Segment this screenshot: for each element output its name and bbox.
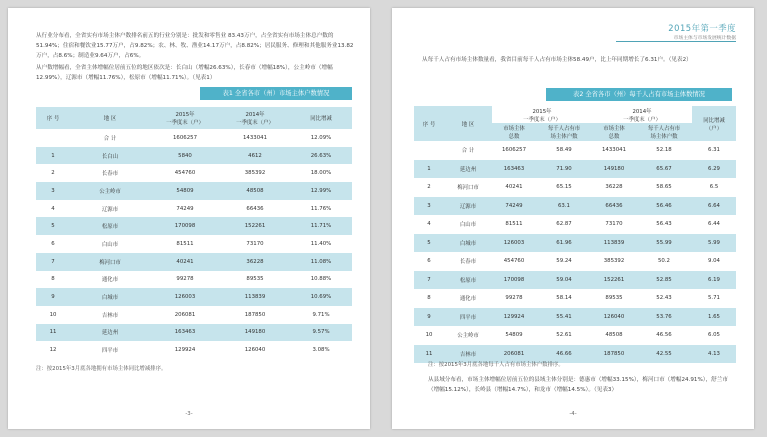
table-cell: 48508 bbox=[220, 182, 290, 200]
table-row bbox=[36, 271, 352, 289]
table-cell: 10.88% bbox=[310, 276, 332, 283]
table-cell: 6.44 bbox=[707, 221, 720, 228]
table-cell: 3.08% bbox=[312, 347, 330, 354]
table-cell: 松原市 bbox=[444, 271, 492, 290]
growth-paragraph: 从户数增幅看，全省主体增幅位居前五位的地区依次是：长白山（增幅26.63%），长春市（增幅18%），公主岭市（增幅12.99%），辽源市（增幅11.76%），松原市（增幅11.71%）。（见表1） bbox=[36, 65, 333, 81]
table-cell: 99278 bbox=[505, 295, 523, 302]
table-cell bbox=[36, 129, 70, 147]
table1-header-row bbox=[36, 107, 352, 129]
table-row bbox=[414, 160, 736, 179]
table-cell: 10 bbox=[49, 311, 57, 318]
table-cell: 74249 bbox=[176, 205, 194, 212]
table-cell: 50.2 bbox=[657, 258, 670, 265]
table-cell: 54809 bbox=[505, 332, 523, 339]
table-cell: 1433041 bbox=[601, 147, 626, 154]
table-cell: 65.15 bbox=[556, 184, 572, 191]
table-row bbox=[36, 324, 352, 342]
table-row bbox=[36, 253, 352, 271]
table-cell: 170098 bbox=[492, 271, 536, 290]
table-cell: 46.56 bbox=[656, 332, 672, 339]
table-cell: 2 bbox=[427, 184, 431, 191]
table-cell: 长白山 bbox=[70, 147, 150, 165]
table-cell: 10 bbox=[425, 332, 433, 339]
table-cell: 7 bbox=[414, 271, 444, 290]
table-cell: 通化市 bbox=[101, 277, 119, 284]
table-cell: 12 bbox=[49, 347, 57, 354]
table-cell: 11 bbox=[36, 324, 70, 342]
table-row bbox=[36, 129, 352, 147]
table-cell: 42.55 bbox=[636, 345, 692, 364]
table-row bbox=[36, 182, 352, 200]
table2-group-header: 2014年 一季度末（户） bbox=[592, 106, 692, 123]
table-cell: 11 bbox=[414, 345, 444, 364]
table-cell: 58.14 bbox=[556, 295, 572, 302]
table-cell: 89535 bbox=[246, 276, 264, 283]
table-cell: 延边州 bbox=[444, 160, 492, 179]
table-cell: 9 bbox=[414, 308, 444, 327]
table-cell: 5 bbox=[36, 217, 70, 235]
table-cell: 126003 bbox=[492, 234, 536, 253]
table-cell: 5 bbox=[414, 234, 444, 253]
table-cell: 长春市 bbox=[459, 259, 477, 266]
table-cell: 18.00% bbox=[310, 170, 332, 177]
table-row bbox=[36, 288, 352, 306]
table-cell: 合 计 bbox=[461, 148, 475, 155]
table-cell: 152261 bbox=[592, 271, 636, 290]
table2-header: 每千人占有市 场主体户数 bbox=[536, 123, 592, 141]
table-row bbox=[36, 217, 352, 235]
table-cell: 59.04 bbox=[536, 271, 592, 290]
table-cell: 合 计 bbox=[103, 135, 117, 142]
table-cell: 206081 bbox=[174, 311, 196, 318]
table-row bbox=[414, 252, 736, 271]
table-cell: 55.41 bbox=[536, 308, 592, 327]
table-cell: 81511 bbox=[505, 221, 523, 228]
table-cell: 65.67 bbox=[636, 160, 692, 179]
table-cell: 6.05 bbox=[707, 332, 720, 339]
table-cell: 52.18 bbox=[656, 147, 672, 154]
table-cell: 6.64 bbox=[692, 197, 736, 216]
table-row bbox=[36, 200, 352, 218]
report-subtitle: 市场主体与市场发展统计数据 bbox=[673, 36, 736, 41]
table-cell: 206081 bbox=[492, 345, 536, 364]
table-cell: 152261 bbox=[220, 217, 290, 235]
table-cell: 2 bbox=[51, 170, 55, 177]
county-paragraph: 从县域分布看，市场主体增幅位居前五位的县域主体分别是：德惠市（增幅33.15%），梅河口市（增幅24.91%），舒兰市（增幅15.12%），长岭县（增幅14.7%），和龙市（增幅14.5%）。（见表3） bbox=[428, 377, 728, 393]
table-cell: 36228 bbox=[220, 253, 290, 271]
table-cell: 11.76% bbox=[310, 205, 332, 212]
table-cell: 454760 bbox=[174, 170, 196, 177]
table-row bbox=[414, 289, 736, 308]
table-cell: 3 bbox=[414, 197, 444, 216]
table-cell: 59.24 bbox=[556, 258, 572, 265]
table2-group-header: 2015年 一季度末（户） bbox=[492, 106, 592, 123]
table-cell: 58.65 bbox=[656, 184, 672, 191]
table-cell: 126040 bbox=[244, 347, 266, 354]
table-cell: 113839 bbox=[592, 234, 636, 253]
table1-footnote: 注：按2015年3月底各地拥有市场主体同比增减排序。 bbox=[36, 366, 167, 372]
table-row bbox=[414, 215, 736, 234]
table-cell: 62.87 bbox=[556, 221, 572, 228]
table-cell: 63.1 bbox=[536, 197, 592, 216]
table2-header: 每千人占有市 场主体户数 bbox=[636, 123, 692, 141]
table-cell: 113839 bbox=[220, 288, 290, 306]
table2-header: 地 区 bbox=[444, 106, 492, 141]
table-cell: 7 bbox=[36, 253, 70, 271]
table-cell: 4 bbox=[51, 205, 55, 212]
table-cell: 99278 bbox=[176, 276, 194, 283]
table-cell: 3 bbox=[36, 182, 70, 200]
table2-title: 表2 全省各市（州）每千人占有市场主体数情况 bbox=[546, 88, 732, 101]
table-cell: 129924 bbox=[174, 347, 196, 354]
table-cell: 187850 bbox=[244, 311, 266, 318]
table-cell: 辽源市 bbox=[101, 206, 119, 213]
table-cell: 白城市 bbox=[70, 288, 150, 306]
industry-paragraph: 从行业分布看，全省实有市场主体户数排名前五的行业分别是：批发和零售业 83.43万户，占全省实有市场主体总户数的51.94%；住宿和餐饮业15.77万户，占9.82%；农、林、牧、渔业14.17万户，占8.82%；居民服务、修理和其他服务业13.82万户，占8.6%；制造业9.64万户，占6%。 bbox=[36, 33, 354, 59]
table-cell: 1606257 bbox=[172, 134, 197, 141]
table-cell: 56.46 bbox=[636, 197, 692, 216]
table-cell: 74249 bbox=[492, 197, 536, 216]
table-cell: 149180 bbox=[592, 160, 636, 179]
table-cell: 1 bbox=[414, 160, 444, 179]
table-cell: 81511 bbox=[176, 240, 194, 247]
table-cell: 5.99 bbox=[692, 234, 736, 253]
table-cell: 6.19 bbox=[692, 271, 736, 290]
table-cell: 10.69% bbox=[290, 288, 352, 306]
table-cell: 66436 bbox=[246, 205, 264, 212]
table-cell: 1.65 bbox=[692, 308, 736, 327]
table1-title: 表1 全省各市（州）市场主体户数情况 bbox=[200, 87, 352, 100]
table-row bbox=[36, 235, 352, 253]
table-cell: 54809 bbox=[150, 182, 220, 200]
table-cell: 梅河口市 bbox=[70, 253, 150, 271]
table2-header: 同比增减 （户） bbox=[692, 106, 736, 141]
table-cell: 71.90 bbox=[536, 160, 592, 179]
table-cell: 163463 bbox=[492, 160, 536, 179]
table-cell: 5840 bbox=[150, 147, 220, 165]
table2-header: 市场主体 总数 bbox=[492, 123, 536, 141]
table-cell: 6.29 bbox=[692, 160, 736, 179]
table-cell: 6.5 bbox=[709, 184, 719, 191]
table-cell: 126040 bbox=[592, 308, 636, 327]
table-row bbox=[414, 197, 736, 216]
table-cell: 126003 bbox=[150, 288, 220, 306]
table-cell: 52.43 bbox=[656, 295, 672, 302]
table-cell: 四平市 bbox=[101, 348, 119, 355]
table-cell: 4 bbox=[427, 221, 431, 228]
table-row bbox=[36, 341, 352, 359]
table-row bbox=[414, 178, 736, 197]
table-cell: 6 bbox=[427, 258, 431, 265]
table-row bbox=[36, 147, 352, 165]
table-cell: 通化市 bbox=[459, 296, 477, 303]
table-cell: 26.63% bbox=[290, 147, 352, 165]
table-cell: 163463 bbox=[150, 324, 220, 342]
table-cell: 40241 bbox=[505, 184, 523, 191]
table-cell: 12.99% bbox=[290, 182, 352, 200]
table-cell: 149180 bbox=[220, 324, 290, 342]
table-cell: 9 bbox=[36, 288, 70, 306]
table-cell: 11.08% bbox=[290, 253, 352, 271]
table-cell: 66436 bbox=[592, 197, 636, 216]
table-cell: 9.04 bbox=[707, 258, 720, 265]
table-cell: 89535 bbox=[605, 295, 623, 302]
table2-header: 市场主体 总数 bbox=[592, 123, 636, 141]
table1-header: 同比增减 bbox=[290, 107, 352, 129]
table-cell: 6 bbox=[51, 240, 55, 247]
table-cell: 48508 bbox=[605, 332, 623, 339]
table-cell: 40241 bbox=[150, 253, 220, 271]
table-cell: 1433041 bbox=[242, 134, 267, 141]
table-cell: 129924 bbox=[492, 308, 536, 327]
per-capita-paragraph: 从每千人占有市场主体数量看，我省目前每千人占有市场主体58.49户，比上年同期增长了6.31户。（见表2） bbox=[422, 57, 692, 63]
table-cell: 公主岭市 bbox=[457, 333, 479, 340]
header-rule bbox=[616, 41, 736, 42]
table-cell: 白山市 bbox=[459, 222, 477, 229]
table-cell: 白城市 bbox=[444, 234, 492, 253]
table1-header: 2014年 一季度末（户） bbox=[220, 107, 290, 129]
table-cell: 6.31 bbox=[707, 147, 720, 154]
table-cell: 白山市 bbox=[101, 241, 119, 248]
table-cell: 52.85 bbox=[636, 271, 692, 290]
table-cell: 吉林市 bbox=[101, 312, 119, 319]
table-cell: 辽源市 bbox=[444, 197, 492, 216]
table-cell bbox=[414, 141, 444, 160]
table-cell: 46.66 bbox=[536, 345, 592, 364]
table-cell: 187850 bbox=[592, 345, 636, 364]
table2 bbox=[414, 106, 736, 363]
table-cell: 61.96 bbox=[536, 234, 592, 253]
table-cell: 385392 bbox=[603, 258, 625, 265]
table-cell: 松原市 bbox=[70, 217, 150, 235]
table-cell: 8 bbox=[51, 276, 55, 283]
table-cell: 11.71% bbox=[290, 217, 352, 235]
table-cell: 9.71% bbox=[312, 311, 330, 318]
table-cell: 385392 bbox=[244, 170, 266, 177]
table-cell: 36228 bbox=[605, 184, 623, 191]
table-row bbox=[36, 164, 352, 182]
table-cell: 56.43 bbox=[656, 221, 672, 228]
table-cell: 12.09% bbox=[310, 134, 332, 141]
table-row bbox=[414, 326, 736, 345]
table1-header: 2015年 一季度末（户） bbox=[150, 107, 220, 129]
table-cell: 73170 bbox=[246, 240, 264, 247]
table-cell: 454760 bbox=[503, 258, 525, 265]
table-cell: 梅河口市 bbox=[457, 185, 479, 192]
table1 bbox=[36, 107, 352, 359]
table-row bbox=[36, 306, 352, 324]
table-cell: 9.57% bbox=[290, 324, 352, 342]
table-cell: 11.40% bbox=[310, 240, 332, 247]
table-cell: 4612 bbox=[220, 147, 290, 165]
right-page bbox=[392, 8, 754, 429]
table2-footnote: 注：按2015年3月底各地每千人占有市场主体户数排序。 bbox=[428, 362, 564, 368]
table-cell: 170098 bbox=[150, 217, 220, 235]
left-page bbox=[8, 8, 370, 429]
table-cell: 长春市 bbox=[101, 171, 119, 178]
report-title: 2015年第一季度 bbox=[668, 23, 736, 33]
table-cell: 1 bbox=[36, 147, 70, 165]
table1-header: 序 号 bbox=[36, 107, 70, 129]
table-cell: 55.99 bbox=[636, 234, 692, 253]
table-cell: 四平市 bbox=[444, 308, 492, 327]
page-number-left: -3- bbox=[185, 411, 193, 417]
page-number-right: -4- bbox=[569, 411, 577, 417]
table1-header: 地 区 bbox=[70, 107, 150, 129]
table-cell: 5.71 bbox=[707, 295, 720, 302]
table-cell: 8 bbox=[427, 295, 431, 302]
table-cell: 73170 bbox=[605, 221, 623, 228]
table-cell: 延边州 bbox=[70, 324, 150, 342]
table-row bbox=[414, 308, 736, 327]
table-cell: 52.61 bbox=[556, 332, 572, 339]
table-cell: 吉林市 bbox=[444, 345, 492, 364]
table-cell: 53.76 bbox=[636, 308, 692, 327]
table-cell: 1606257 bbox=[501, 147, 526, 154]
table-cell: 4.13 bbox=[692, 345, 736, 364]
table-cell: 公主岭市 bbox=[70, 182, 150, 200]
table2-header-row bbox=[414, 106, 736, 123]
table2-header: 序 号 bbox=[414, 106, 444, 141]
table-row bbox=[414, 271, 736, 290]
table-cell: 58.49 bbox=[556, 147, 572, 154]
table-row bbox=[414, 234, 736, 253]
table-row bbox=[414, 141, 736, 160]
